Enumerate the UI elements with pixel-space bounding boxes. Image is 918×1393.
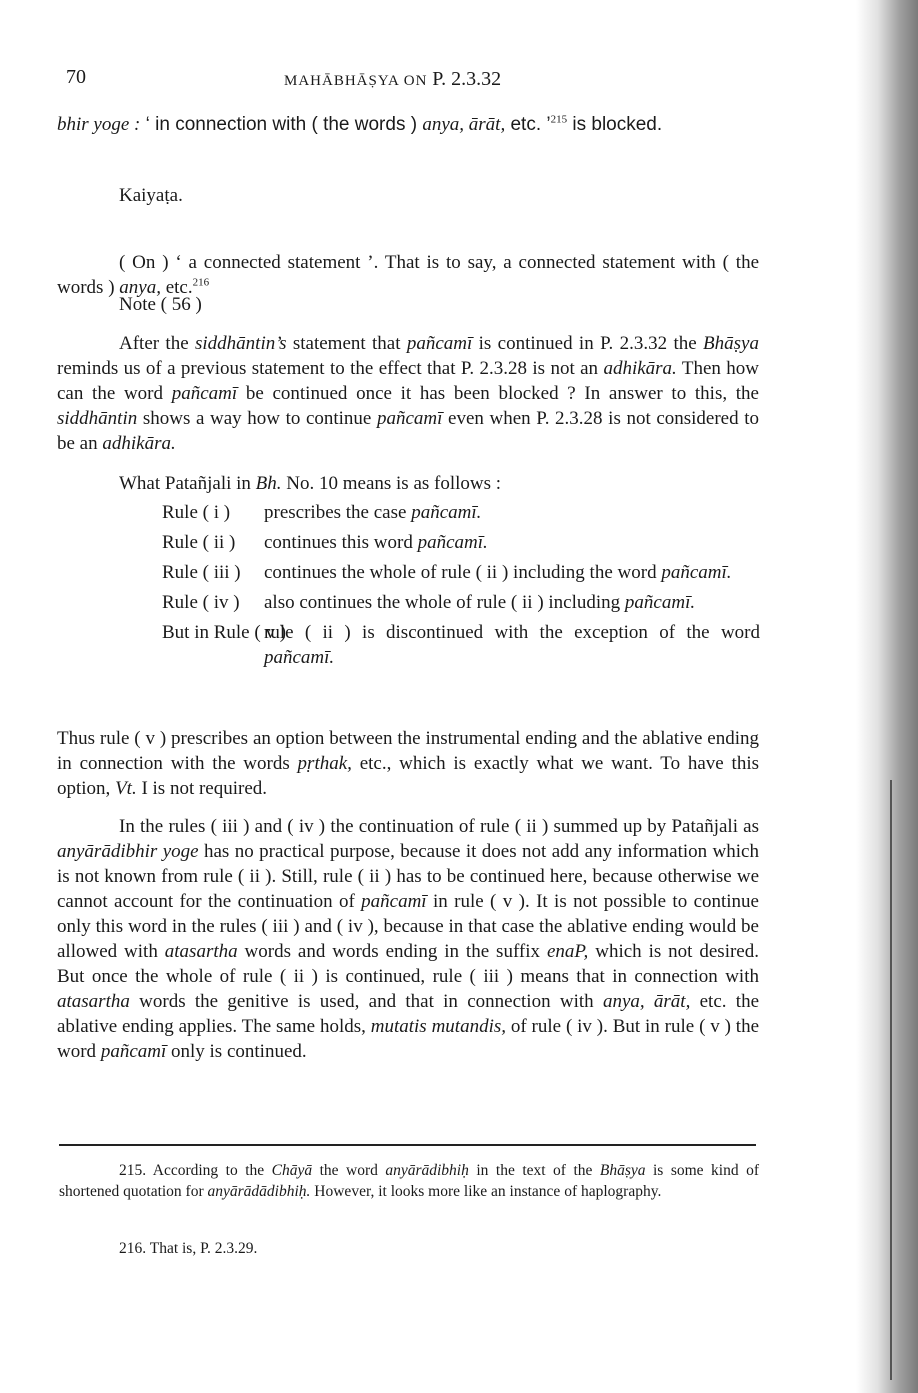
paragraph-note	[57, 331, 759, 456]
text: etc.	[160, 277, 193, 298]
rule-text: prescribes the case pañcamī.	[264, 502, 482, 523]
term: anya,	[119, 277, 161, 298]
text: shows a way how to continue	[137, 408, 377, 429]
term: siddhāntin’s	[195, 333, 287, 354]
text: even when P. 2.3.28 is not considered to be an	[57, 408, 759, 454]
text: Thus rule ( v ) prescribes an option between the instrumental ending and the ablative ending in connection with the words	[57, 728, 759, 774]
text: words and words ending in the suffix	[237, 941, 547, 962]
rule-text: also continues the whole of rule ( ii ) including pañcamī.	[264, 592, 696, 613]
kaiyata-heading: Kaiyaṭa.	[119, 185, 183, 206]
text: reminds us of a previous statement to the effect that P. 2.3.28 is not an	[57, 358, 604, 379]
rule-label: Rule ( i )	[162, 502, 231, 523]
rule-item	[162, 590, 760, 615]
term: enaP,	[546, 941, 589, 962]
rule-item	[162, 560, 760, 585]
rule-label: Rule ( iv )	[162, 592, 240, 613]
text: is blocked.	[567, 114, 663, 135]
term: pañcamī	[406, 333, 473, 354]
paragraph-continuation	[57, 814, 759, 1064]
text: statement that	[286, 333, 407, 354]
running-title-rule-ref: P. 2.3.32	[432, 68, 502, 90]
text: be continued once it has been blocked ? In answer to this, the	[237, 383, 759, 404]
footnote-216: 216. That is, P. 2.3.29.	[119, 1240, 258, 1257]
footnote-number: 215.	[119, 1162, 147, 1179]
term: pañcamī	[376, 408, 443, 429]
term: adhikāra.	[603, 358, 677, 379]
rule-text: continues the whole of rule ( ii ) including the word pañcamī.	[264, 562, 732, 583]
page-edge-shadow	[856, 0, 918, 1393]
term: pañcamī	[171, 383, 238, 404]
rule-label: Rule ( ii )	[162, 532, 236, 553]
paragraph-kaiyata	[57, 250, 759, 300]
term: bhir yoge :	[57, 114, 141, 135]
term: adhikāra.	[102, 433, 176, 454]
term: anyārādibhir yoge	[57, 841, 199, 862]
text: ‘ in connection with ( the words )	[140, 114, 423, 135]
footnote-215: 215. According to the Chāyā the word anyārādibhiḥ in the text of the Bhāṣya is some kind of shortened quotation for anyārādādibhiḥ. However, it looks more like an instance of haplography.	[59, 1162, 759, 1200]
term: siddhāntin	[57, 408, 138, 429]
running-title	[284, 68, 501, 91]
page-edge-line	[890, 780, 892, 1380]
running-title-text: MAHĀBHĀṢYA ON	[284, 73, 428, 89]
term: atasartha	[57, 991, 130, 1012]
text: etc., which is exactly what we want. To have this option,	[57, 753, 759, 799]
term: pṛthak,	[297, 753, 352, 774]
paragraph-blocked	[57, 112, 759, 137]
term: Vt.	[115, 778, 137, 799]
text: is continued in P. 2.3.32 the	[472, 333, 704, 354]
text: I is not required.	[136, 778, 268, 799]
text: in rule ( v ). It is not possible to continue only this word in the rules ( iii ) and ( iv ), because in that case the ablative ending would be allowed with	[57, 891, 759, 962]
text: After the	[119, 333, 195, 354]
rule-item	[162, 530, 760, 555]
note-heading: Note ( 56 )	[119, 294, 202, 315]
term: anya, ārāt,	[422, 114, 506, 135]
term: pañcamī	[361, 891, 427, 912]
page-number: 70	[66, 66, 86, 88]
term: Bhāṣya	[703, 333, 759, 354]
text: only is continued.	[166, 1041, 307, 1062]
footnote-number: 216.	[119, 1240, 147, 1257]
rule-text: continues this word pañcamī.	[264, 532, 488, 553]
paragraph-option	[57, 726, 759, 801]
term: anya, ārāt,	[602, 991, 691, 1012]
rule-label: Rule ( iii )	[162, 562, 241, 583]
footnote-ref-216[interactable]: 216	[192, 276, 210, 289]
text: of rule ( iv ). But in rule ( v ) the word	[57, 1016, 760, 1062]
text: No. 10 means is as follows :	[281, 473, 502, 494]
term: atasartha	[164, 941, 238, 962]
text: etc. ’	[505, 114, 551, 135]
text: has no practical purpose, because it does not add any information which is not known from rule ( ii ). Still, rule ( ii ) has to be continued here, because otherwise we cannot account for the continuation of	[57, 841, 759, 912]
text: What Patañjali in	[119, 473, 256, 494]
term: Bh.	[255, 473, 282, 494]
text: words the genitive is used, and that in connection with	[129, 991, 603, 1012]
text: Then how can the word	[57, 358, 759, 404]
text: etc. the ablative ending applies. The same holds,	[57, 991, 760, 1037]
text: which is not desired. But once the whole of rule ( ii ) is continued, rule ( iii ) means that in connection with	[57, 941, 759, 987]
rule-item	[162, 500, 760, 525]
term: mutatis mutandis,	[370, 1016, 506, 1037]
rule-item	[162, 620, 760, 670]
page-header	[66, 66, 760, 90]
rule-label: But in Rule ( v )	[162, 622, 287, 643]
paragraph-patanjali	[57, 471, 759, 496]
rule-list	[162, 500, 760, 675]
footnote-ref-215[interactable]: 215	[550, 113, 568, 126]
rule-text: rule ( ii ) is discontinued with the exception of the word pañcamī.	[264, 622, 760, 668]
text: In the rules ( iii ) and ( iv ) the continuation of rule ( ii ) summed up by Patañjali as	[119, 816, 759, 837]
footnote-divider	[59, 1144, 756, 1146]
text: ( On ) ‘ a connected statement ’. That is to say, a connected statement with ( the words )	[57, 252, 759, 298]
term: pañcamī	[100, 1041, 167, 1062]
